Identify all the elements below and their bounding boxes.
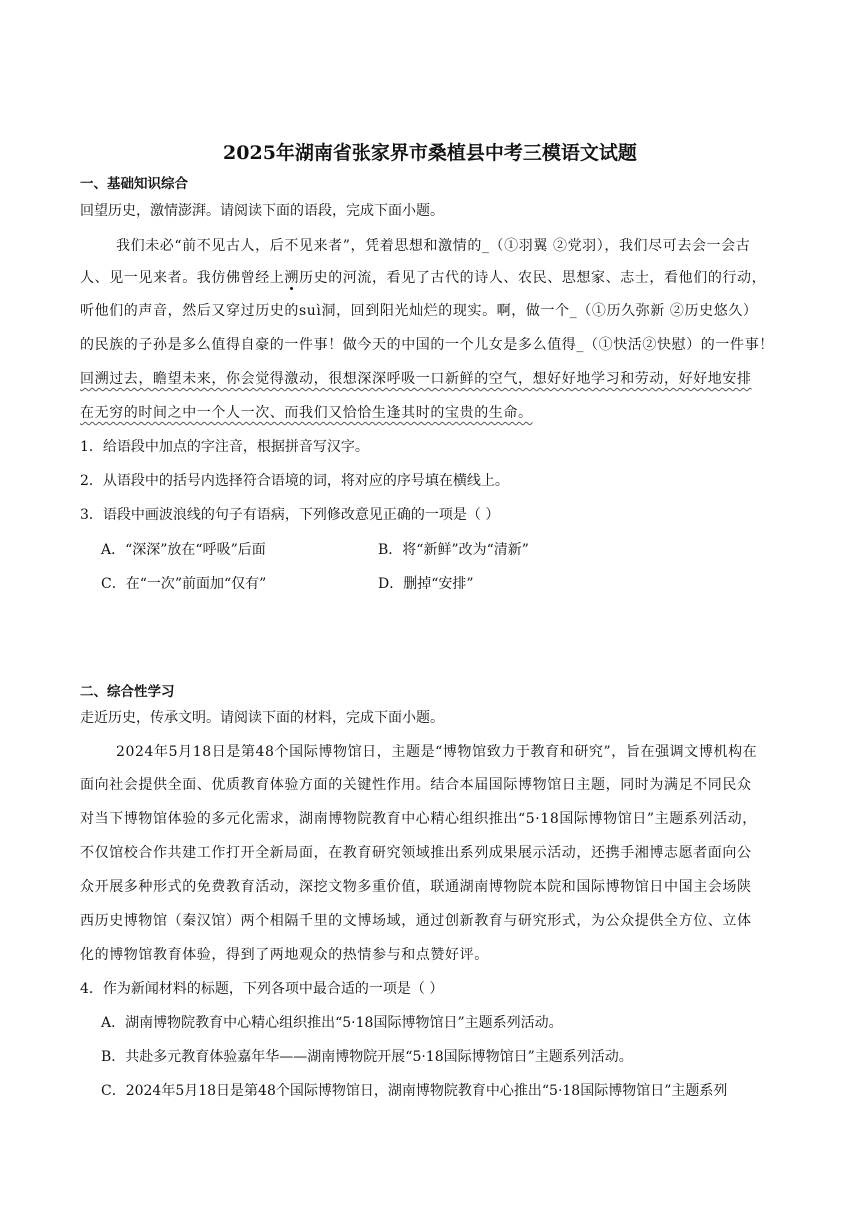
question-4-option-c: C．2024年5月18日是第48个国际博物馆日，湖南博物院教育中心推出“5·18国际博物馆日”主题系列 bbox=[101, 1083, 728, 1099]
passage-2-line-6: 西历史博物馆（秦汉馆）两个相隔千里的文博场域，通过创新教育与研究形式，为公众提供全方位、立体 bbox=[80, 913, 752, 929]
question-3-option-a: A．“深深”放在“呼吸”后面 bbox=[101, 542, 266, 558]
passage-2-line-3: 对当下博物馆体验的多元化需求，湖南博物院教育中心精心组织推出“5·18国际博物馆日”主题系列活动， bbox=[80, 811, 757, 827]
section-1-heading: 一、基础知识综合 bbox=[80, 176, 188, 192]
passage-1-line-6 bbox=[80, 402, 533, 424]
question-3-option-b: B．将“新鲜”改为“清新” bbox=[378, 542, 529, 558]
section-1-intro: 回望历史，激情澎湃。请阅读下面的语段，完成下面小题。 bbox=[80, 203, 444, 219]
question-3: 3．语段中画波浪线的句子有语病，下列修改意见正确的一项是（ ） bbox=[80, 507, 500, 523]
wavy-underlined-sentence-part-2: 在无穷的时间之中一个人一次、而我们又恰恰生逢其时的宝贵的生命。 bbox=[80, 405, 533, 421]
exam-title: 2025年湖南省张家界市桑植县中考三模语文试题 bbox=[223, 142, 637, 164]
question-4-option-b: B．共赴多元教育体验嘉年华——湖南博物院开展“5·18国际博物馆日”主题系列活动。 bbox=[101, 1049, 633, 1065]
passage-1-line-1: 我们未必“前不见古人，后不见来者”，凭着思想和激情的_（①羽翼 ②党羽），我们尽可去会一会古 bbox=[116, 238, 751, 254]
passage-2-line-1: 2024年5月18日是第48个国际博物馆日，主题是“博物馆致力于教育和研究”，旨在强调文博机构在 bbox=[116, 744, 758, 760]
passage-1-line-2 bbox=[80, 267, 766, 289]
question-4-option-a: A．湖南博物院教育中心精心组织推出“5·18国际博物馆日”主题系列活动。 bbox=[101, 1015, 563, 1031]
question-3-option-c: C．在“一次”前面加“仅有” bbox=[101, 576, 267, 592]
passage-1-line-4: 的民族的子孙是多么值得自豪的一件事！做今天的中国的一个儿女是多么值得_（①快活②快慰）的一件事！ bbox=[80, 337, 774, 353]
section-2-heading: 二、综合性学习 bbox=[80, 684, 175, 700]
passage-1-line-2-start: 人、见一见来者。我仿佛曾经上 bbox=[80, 270, 285, 286]
passage-2-line-5: 众开展多种形式的免费教育活动，深挖文物多重价值，联通湖南博物院本院和国际博物馆日中国主会场陕 bbox=[80, 879, 752, 895]
passage-1-line-5 bbox=[80, 368, 752, 390]
question-3-option-d: D．删掉“安排” bbox=[378, 576, 474, 592]
passage-1-line-3: 听他们的声音，然后又穿过历史的suì洞，回到阳光灿烂的现实。啊，做一个_（①历久弥新 ②历史悠久） bbox=[80, 303, 758, 319]
question-1: 1．给语段中加点的字注音，根据拼音写汉字。 bbox=[80, 439, 369, 455]
section-2-intro: 走近历史，传承文明。请阅读下面的材料，完成下面小题。 bbox=[80, 710, 444, 726]
wavy-underlined-sentence-part-1: 回溯过去，瞻望未来，你会觉得激动，很想深深呼吸一口新鲜的空气，想好好地学习和劳动，好好地安排 bbox=[80, 371, 752, 387]
passage-2-line-7: 化的博物馆教育体验，得到了两地观众的热情参与和点赞好评。 bbox=[80, 947, 489, 963]
passage-2-line-4: 不仅馆校合作共建工作打开全新局面，在教育研究领域推出系列成果展示活动，还携手湘博志愿者面向公 bbox=[80, 845, 752, 861]
question-2: 2．从语段中的括号内选择符合语境的词，将对应的序号填在横线上。 bbox=[80, 473, 509, 489]
dotted-character: 溯 bbox=[284, 270, 300, 286]
passage-2-line-2: 面向社会提供全面、优质教育体验方面的关键性作用。结合本届国际博物馆日主题，同时为满足不同民众 bbox=[80, 777, 752, 793]
question-4: 4．作为新闻材料的标题，下列各项中最合适的一项是（ ） bbox=[80, 981, 444, 997]
passage-1-line-2-end: 历史的河流，看见了古代的诗人、农民、思想家、志士，看他们的行动， bbox=[299, 270, 767, 286]
